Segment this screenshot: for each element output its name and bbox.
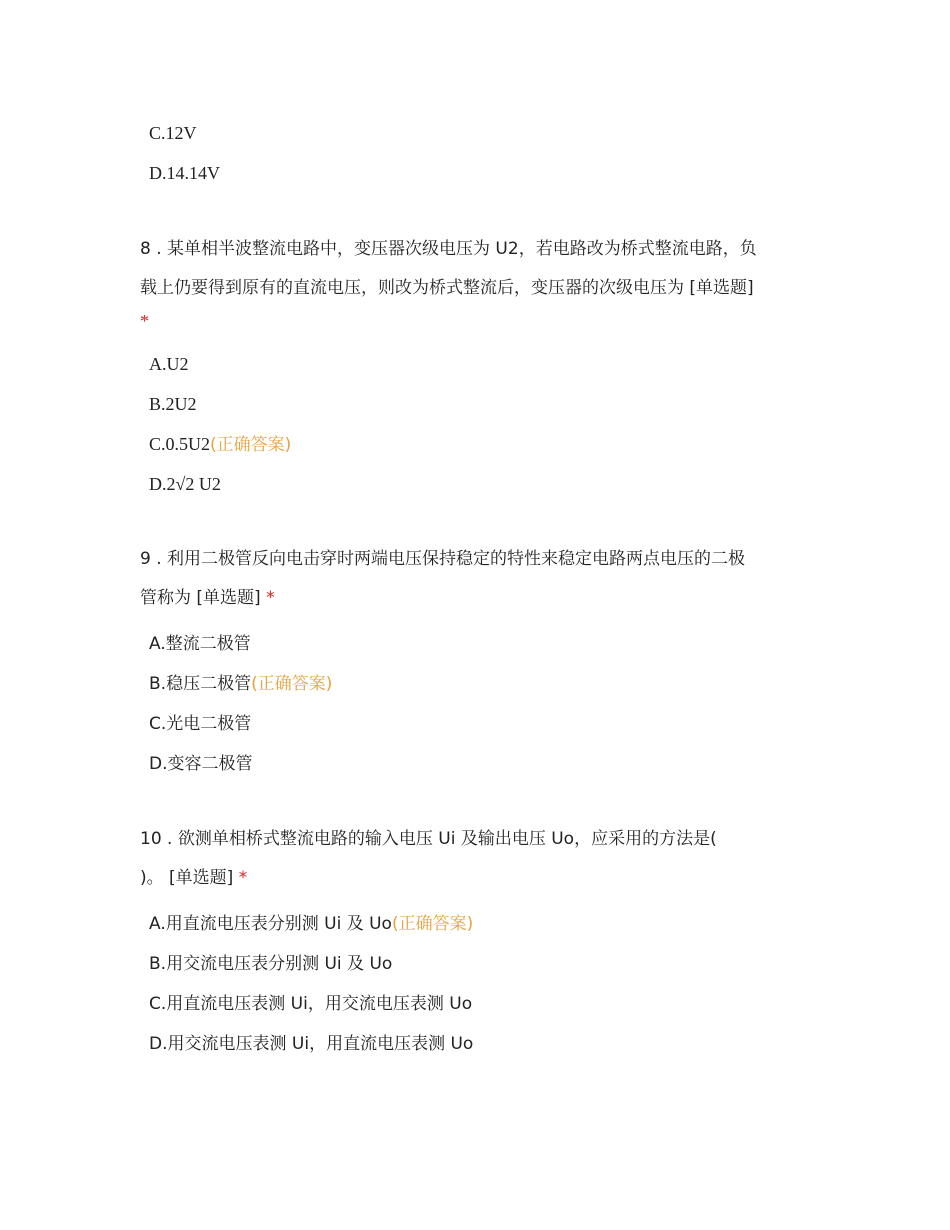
option-text: B.稳压二极管	[149, 674, 252, 694]
option-text: A.用直流电压表分别测 Ui 及 Uo	[149, 914, 392, 934]
required-mark: *	[140, 311, 149, 331]
option-c	[149, 432, 291, 457]
question-text: )。 [单选题]	[140, 868, 234, 888]
required-mark: *	[238, 868, 248, 888]
correct-answer-label: (正确答案)	[391, 914, 474, 934]
option-d: D.变容二极管	[149, 754, 253, 774]
question-text-line	[140, 866, 247, 890]
option-b: B.2U2	[149, 394, 197, 414]
question-text-line	[140, 586, 275, 610]
option-c: C.光电二极管	[149, 714, 252, 734]
option-a: A.整流二极管	[149, 634, 251, 654]
option-a	[149, 912, 473, 936]
correct-answer-label: (正确答案)	[251, 674, 333, 694]
question-text: 管称为 [单选题]	[140, 588, 261, 608]
correct-answer-label: (正确答案)	[210, 435, 292, 455]
option-c: C.12V	[149, 123, 197, 143]
required-mark: *	[266, 588, 275, 608]
option-c: C.用直流电压表测 Ui，用交流电压表测 Uo	[149, 994, 473, 1014]
option-a: A.U2	[149, 354, 189, 374]
option-b	[149, 672, 332, 696]
option-b: B.用交流电压表分别测 Ui 及 Uo	[149, 954, 393, 974]
question-text-line: 10 . 欲测单相桥式整流电路的输入电压 Ui 及输出电压 Uo，应采用的方法是(	[140, 829, 717, 849]
question-text-line: 9 . 利用二极管反向电击穿时两端电压保持稳定的特性来稳定电路两点电压的二极	[140, 549, 746, 569]
option-d: D.2√2 U2	[149, 474, 221, 494]
option-d: D.14.14V	[149, 163, 220, 183]
question-text-line: 8 . 某单相半波整流电路中，变压器次级电压为 U2，若电路改为桥式整流电路，负	[140, 239, 757, 259]
question-text-line: 载上仍要得到原有的直流电压，则改为桥式整流后，变压器的次级电压为 [单选题]	[140, 278, 754, 298]
option-d: D.用交流电压表测 Ui，用直流电压表测 Uo	[149, 1034, 474, 1054]
option-text: C.0.5U2	[149, 434, 211, 454]
